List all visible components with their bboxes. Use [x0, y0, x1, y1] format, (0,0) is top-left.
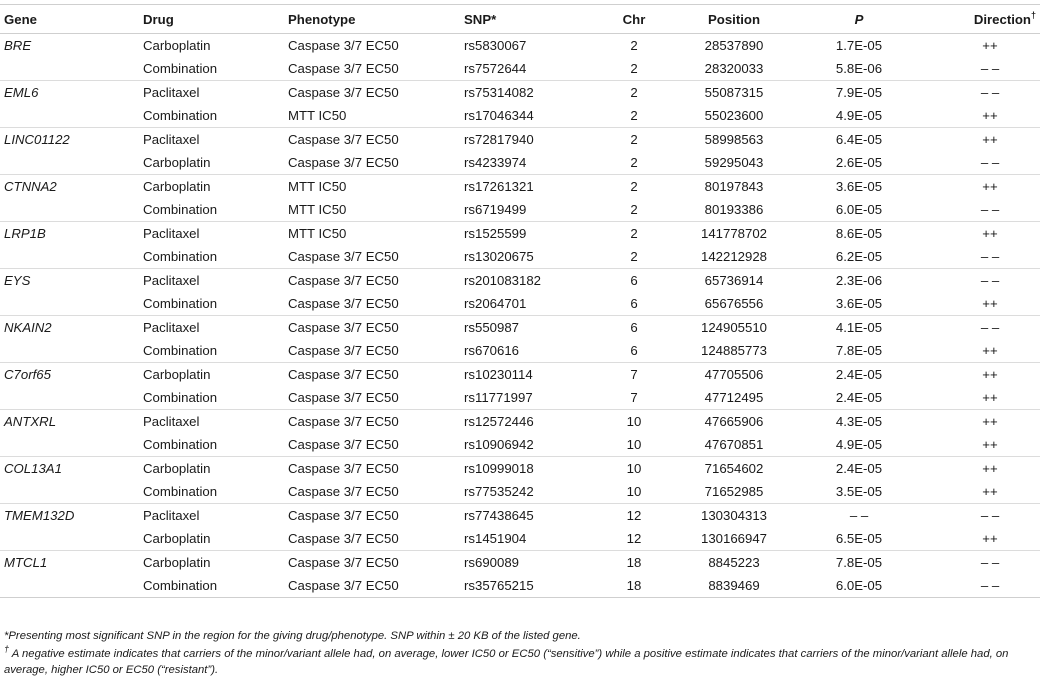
cell-snp: rs11771997 [464, 390, 533, 405]
table-row [0, 175, 1040, 199]
cell-chr: 12 [604, 504, 664, 528]
cell-snp: rs7572644 [464, 61, 527, 76]
cell-snp: rs4233974 [464, 155, 527, 170]
cell-drug: Carboplatin [139, 175, 284, 199]
cell-chr: 10 [626, 437, 642, 452]
table-row [0, 34, 1040, 58]
cell-position: 8839469 [664, 574, 804, 598]
cell-gene: CTNNA2 [0, 175, 139, 199]
cell-position: 130166947 [700, 531, 767, 546]
cell-chr: 2 [604, 175, 664, 199]
cell-drug: Combination [143, 437, 218, 452]
cell-direction: – – [914, 316, 1040, 340]
cell-snp: rs550987 [460, 316, 604, 340]
cell-position: 28320033 [704, 61, 764, 76]
cell-phenotype: Caspase 3/7 EC50 [288, 343, 399, 358]
cell-snp: rs77535242 [464, 484, 534, 499]
cell-gene [0, 57, 139, 81]
cell-snp: rs670616 [464, 343, 519, 358]
cell-gene: TMEM132D [0, 504, 139, 528]
cell-snp: rs5830067 [464, 38, 527, 53]
table-row [0, 363, 1040, 387]
cell-drug: Paclitaxel [139, 316, 284, 340]
cell-direction: ++ [982, 343, 998, 358]
cell-snp: rs12572446 [460, 410, 604, 434]
cell-phenotype: Caspase 3/7 EC50 [288, 531, 399, 546]
cell-p-value: – – [804, 504, 914, 528]
table-row [0, 433, 1040, 457]
cell-p-value: 5.8E-06 [835, 61, 883, 76]
cell-chr: 2 [630, 61, 638, 76]
cell-direction: – – [914, 81, 1040, 105]
cell-chr: 2 [604, 81, 664, 105]
cell-position: 142212928 [700, 249, 767, 264]
cell-position: 65736914 [664, 269, 804, 293]
table-header-row [0, 5, 1040, 34]
cell-direction: – – [914, 269, 1040, 293]
header-chr: Chr [604, 5, 664, 34]
cell-phenotype: Caspase 3/7 EC50 [288, 296, 399, 311]
cell-phenotype: Caspase 3/7 EC50 [288, 484, 399, 499]
cell-chr: 2 [630, 202, 638, 217]
cell-phenotype: Caspase 3/7 EC50 [284, 269, 460, 293]
cell-drug: Paclitaxel [139, 81, 284, 105]
cell-direction: – – [980, 202, 1000, 217]
cell-direction: ++ [982, 108, 998, 123]
cell-gene [0, 198, 139, 222]
cell-direction: ++ [914, 222, 1040, 246]
cell-phenotype: Caspase 3/7 EC50 [288, 38, 399, 53]
cell-drug: Combination [143, 61, 218, 76]
cell-position: 47712495 [704, 390, 764, 405]
cell-direction: – – [914, 504, 1040, 528]
table-row [0, 269, 1040, 293]
cell-position: 124905510 [664, 316, 804, 340]
table-row [0, 316, 1040, 340]
cell-p-value: 6.0E-05 [804, 574, 914, 598]
cell-position: 141778702 [664, 222, 804, 246]
cell-drug: Carboplatin [139, 363, 284, 387]
cell-phenotype: Caspase 3/7 EC50 [284, 574, 460, 598]
cell-gene: COL13A1 [0, 457, 139, 481]
cell-chr: 6 [630, 343, 638, 358]
cell-snp: rs10906942 [464, 437, 534, 452]
cell-gene [0, 574, 139, 598]
cell-chr: 2 [630, 249, 638, 264]
cell-position: 55087315 [664, 81, 804, 105]
table-row [0, 504, 1040, 528]
cell-p-value: 2.4E-05 [835, 390, 883, 405]
table-row [0, 57, 1040, 81]
cell-p-value: 6.4E-05 [804, 128, 914, 152]
cell-phenotype: Caspase 3/7 EC50 [284, 316, 460, 340]
cell-gene [0, 245, 139, 269]
header-gene: Gene [0, 5, 139, 34]
cell-phenotype: Caspase 3/7 EC50 [284, 363, 460, 387]
cell-direction: – – [980, 249, 1000, 264]
cell-p-value: 7.8E-05 [804, 551, 914, 575]
cell-position: 28537890 [704, 38, 764, 53]
cell-drug: Carboplatin [143, 155, 211, 170]
cell-chr: 18 [604, 574, 664, 598]
cell-position: 47705506 [664, 363, 804, 387]
cell-chr: 6 [604, 269, 664, 293]
cell-drug: Combination [143, 343, 218, 358]
table-row [0, 128, 1040, 152]
cell-direction: ++ [914, 128, 1040, 152]
footnotes [4, 628, 1012, 678]
cell-direction: ++ [982, 437, 998, 452]
dagger-mark: † [1030, 9, 1036, 20]
cell-p-value: 4.9E-05 [835, 108, 883, 123]
cell-drug: Combination [143, 249, 218, 264]
header-direction [914, 5, 1040, 34]
cell-snp: rs17261321 [460, 175, 604, 199]
cell-snp: rs10999018 [460, 457, 604, 481]
cell-chr: 2 [630, 155, 638, 170]
cell-chr: 6 [604, 316, 664, 340]
cell-p-value: 3.5E-05 [835, 484, 883, 499]
cell-drug: Carboplatin [143, 38, 211, 53]
cell-gene: C7orf65 [0, 363, 139, 387]
cell-chr: 10 [626, 484, 642, 499]
cell-gene: ANTXRL [0, 410, 139, 434]
cell-direction: ++ [982, 38, 998, 53]
table-row [0, 222, 1040, 246]
cell-direction: – – [914, 574, 1040, 598]
cell-position: 124885773 [700, 343, 767, 358]
cell-gene [0, 386, 139, 410]
cell-phenotype: Caspase 3/7 EC50 [288, 61, 399, 76]
cell-direction: – – [914, 551, 1040, 575]
cell-phenotype: MTT IC50 [288, 108, 347, 123]
cell-phenotype: MTT IC50 [284, 175, 460, 199]
cell-snp: rs77438645 [460, 504, 604, 528]
cell-snp: rs201083182 [460, 269, 604, 293]
cell-drug: Paclitaxel [139, 504, 284, 528]
cell-snp: rs1451904 [464, 531, 527, 546]
cell-phenotype: Caspase 3/7 EC50 [288, 390, 399, 405]
cell-position: 71654602 [664, 457, 804, 481]
cell-drug: Carboplatin [139, 457, 284, 481]
cell-snp: rs1525599 [460, 222, 604, 246]
cell-p-value: 4.9E-05 [835, 437, 883, 452]
cell-p-value: 8.6E-05 [804, 222, 914, 246]
cell-phenotype: MTT IC50 [288, 202, 347, 217]
cell-gene: EYS [0, 269, 139, 293]
cell-p-value: 2.3E-06 [804, 269, 914, 293]
table-body [0, 34, 1040, 598]
cell-position: 80197843 [664, 175, 804, 199]
cell-p-value: 6.2E-05 [835, 249, 883, 264]
table-row [0, 457, 1040, 481]
cell-p-value: 1.7E-05 [835, 38, 883, 53]
footnote-dagger: † [4, 644, 10, 654]
cell-chr: 12 [626, 531, 642, 546]
cell-chr: 18 [604, 551, 664, 575]
header-phenotype: Phenotype [284, 5, 460, 34]
cell-drug: Combination [139, 574, 284, 598]
cell-position: 47670851 [704, 437, 764, 452]
cell-direction: – – [980, 61, 1000, 76]
cell-gene [0, 527, 139, 551]
cell-chr: 10 [604, 457, 664, 481]
cell-phenotype: MTT IC50 [284, 222, 460, 246]
cell-direction: ++ [982, 390, 998, 405]
cell-position: 55023600 [704, 108, 764, 123]
cell-snp: rs6719499 [464, 202, 527, 217]
cell-gene [0, 433, 139, 457]
cell-direction: ++ [914, 363, 1040, 387]
table-row [0, 292, 1040, 316]
footnote-direction [4, 646, 1012, 678]
cell-p-value: 4.1E-05 [804, 316, 914, 340]
footnote-snp: *Presenting most significant SNP in the region for the giving drug/phenotype. SNP within ± 20 KB of the listed gene. [4, 630, 581, 642]
cell-drug: Combination [143, 296, 218, 311]
table-row [0, 527, 1040, 551]
cell-snp: rs13020675 [464, 249, 534, 264]
cell-p-value: 6.0E-05 [835, 202, 883, 217]
cell-direction: ++ [914, 175, 1040, 199]
cell-p-value: 6.5E-05 [835, 531, 883, 546]
cell-gene [0, 292, 139, 316]
cell-snp: rs75314082 [460, 81, 604, 105]
cell-direction: ++ [982, 296, 998, 311]
cell-drug: Combination [143, 202, 218, 217]
table-row [0, 198, 1040, 222]
cell-p-value: 2.6E-05 [835, 155, 883, 170]
cell-position: 71652985 [704, 484, 764, 499]
cell-chr: 2 [630, 108, 638, 123]
header-p-value: P [804, 5, 914, 34]
cell-snp: rs2064701 [464, 296, 527, 311]
cell-gene: BRE [4, 38, 32, 53]
cell-phenotype: Caspase 3/7 EC50 [288, 249, 399, 264]
table-row [0, 386, 1040, 410]
cell-drug: Combination [143, 484, 218, 499]
cell-phenotype: Caspase 3/7 EC50 [284, 504, 460, 528]
table-row [0, 245, 1040, 269]
header-direction-label: Direction [973, 11, 1031, 27]
header-snp: SNP* [460, 5, 604, 34]
cell-snp: rs10230114 [460, 363, 604, 387]
cell-chr: 7 [630, 390, 638, 405]
cell-p-value: 4.3E-05 [804, 410, 914, 434]
cell-p-value: 7.8E-05 [835, 343, 883, 358]
table-row [0, 339, 1040, 363]
cell-gene [0, 339, 139, 363]
header-position: Position [664, 5, 804, 34]
cell-snp: rs35765215 [460, 574, 604, 598]
cell-gene [0, 151, 139, 175]
cell-direction: ++ [982, 531, 998, 546]
cell-drug: Paclitaxel [139, 410, 284, 434]
header-drug: Drug [139, 5, 284, 34]
cell-drug: Combination [143, 390, 218, 405]
cell-direction: ++ [914, 410, 1040, 434]
cell-position: 59295043 [704, 155, 764, 170]
cell-chr: 2 [630, 38, 638, 53]
cell-gene: LRP1B [0, 222, 139, 246]
cell-chr: 2 [604, 128, 664, 152]
cell-drug: Combination [143, 108, 218, 123]
cell-p-value: 2.4E-05 [804, 457, 914, 481]
cell-position: 58998563 [664, 128, 804, 152]
table-row [0, 81, 1040, 105]
cell-phenotype: Caspase 3/7 EC50 [284, 551, 460, 575]
cell-position: 65676556 [704, 296, 764, 311]
cell-phenotype: Caspase 3/7 EC50 [284, 457, 460, 481]
table-row [0, 151, 1040, 175]
cell-drug: Carboplatin [139, 551, 284, 575]
table-row [0, 480, 1040, 504]
cell-position: 8845223 [664, 551, 804, 575]
cell-position: 80193386 [704, 202, 764, 217]
cell-p-value: 3.6E-05 [804, 175, 914, 199]
cell-snp: rs17046344 [464, 108, 534, 123]
cell-position: 47665906 [664, 410, 804, 434]
cell-phenotype: Caspase 3/7 EC50 [288, 437, 399, 452]
cell-direction: – – [980, 155, 1000, 170]
cell-chr: 10 [604, 410, 664, 434]
results-table [0, 4, 1040, 598]
table-row [0, 410, 1040, 434]
cell-drug: Paclitaxel [139, 222, 284, 246]
cell-p-value: 2.4E-05 [804, 363, 914, 387]
table-row [0, 574, 1040, 598]
table-row [0, 551, 1040, 575]
table-row [0, 104, 1040, 128]
cell-direction: ++ [914, 457, 1040, 481]
cell-phenotype: Caspase 3/7 EC50 [284, 128, 460, 152]
cell-phenotype: Caspase 3/7 EC50 [284, 81, 460, 105]
cell-chr: 6 [630, 296, 638, 311]
cell-snp: rs72817940 [460, 128, 604, 152]
cell-gene: NKAIN2 [0, 316, 139, 340]
cell-phenotype: Caspase 3/7 EC50 [284, 410, 460, 434]
cell-gene: MTCL1 [0, 551, 139, 575]
cell-gene [0, 104, 139, 128]
cell-p-value: 3.6E-05 [835, 296, 883, 311]
cell-chr: 7 [604, 363, 664, 387]
cell-drug: Carboplatin [143, 531, 211, 546]
footnote-direction-text: A negative estimate indicates that carriers of the minor/variant allele had, on average, lower IC50 or EC50 (“sensitive”) while a positive estimate indicates that carriers of the minor/variant allele had, on average, higher IC50 or EC50 (“resistant”). [4, 648, 1009, 676]
cell-gene: LINC01122 [0, 128, 139, 152]
cell-p-value: 7.9E-05 [804, 81, 914, 105]
cell-gene: EML6 [0, 81, 139, 105]
cell-drug: Paclitaxel [139, 269, 284, 293]
cell-direction: ++ [982, 484, 998, 499]
cell-snp: rs690089 [460, 551, 604, 575]
cell-phenotype: Caspase 3/7 EC50 [288, 155, 399, 170]
cell-position: 130304313 [664, 504, 804, 528]
cell-chr: 2 [604, 222, 664, 246]
cell-drug: Paclitaxel [139, 128, 284, 152]
cell-gene [0, 480, 139, 504]
